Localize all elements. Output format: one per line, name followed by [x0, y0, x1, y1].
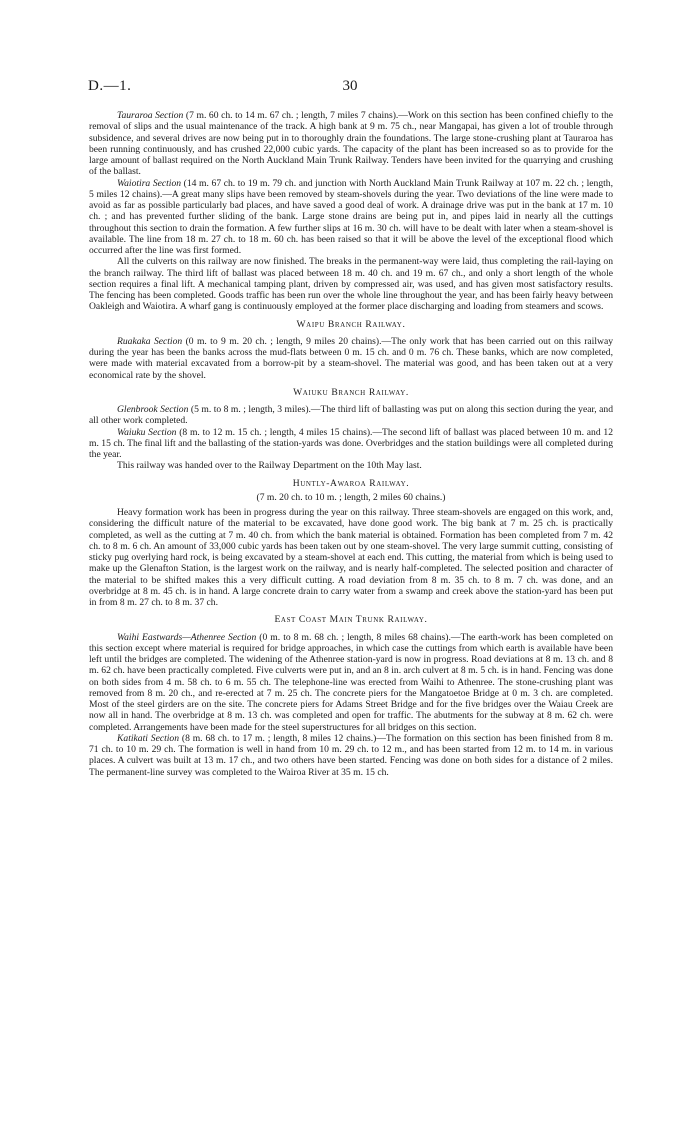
heading-waipu-branch: Waipu Branch Railway.: [296, 318, 406, 330]
section-title: Waihi Eastwards—Athenree Section: [117, 631, 257, 643]
section-title: Waiuku Section: [117, 426, 177, 438]
paragraph-text: (5 m. to 8 m. ; length, 3 miles).—The third lift of ballasting was put on along this section during the year, and all other work completed.: [89, 404, 614, 427]
paragraph-text: (14 m. 67 ch. to 19 m. 79 ch. and junction with North Auckland Main Trunk Railway at 107 m. 22 ch. ; length, 5 miles 12 chains).—A great many slips have been removed by steam-shovels during the year. Two deviations of the line were made to avoid as far as possible particularly bad places, and have saved a good deal of work. A drainage drive was put in the bank at 17 m. 10 ch. ; and has prevented further sliding of the bank. Large stone drains are being put in, and pipes laid in nearly all the cuttings throughout this section to drain the formation. A few further slips at 16 m. 30 ch. will have to be dealt with later when a steam-shovel is available. The line from 18 m. 27 ch. to 18 m. 60 ch. has been raised so that it will be above the level of the exceptional flood which occurred after the line was first formed.: [89, 177, 613, 256]
huntly-subheading: (7 m. 20 ch. to 10 m. ; length, 2 miles 60 chains.): [256, 491, 446, 503]
paragraph-waiuku-section: [89, 427, 613, 461]
paragraph-text: (0 m. to 8 m. 68 ch. ; length, 8 miles 68 chains).—The earth-work has been completed on this section except where material is required for bridge approaches, in which case the cuttings from which earth is available have been left until the bridges are completed. The widening of the Athenree station-yard is now in progress. Road deviations at 8 m. 13 ch. and 8 m. 62 ch. have been practically completed. Five culverts were put in, and an 8 in. arch culvert at 8 m. 5 ch. is in hand. Fencing was done on both sides from 4 m. 58 ch. to 6 m. 55 ch. The telephone-line was erected from Waihi to Athenree. The stone-crushing plant was removed from 8 m. 20 ch., and re-erected at 7 m. 25 ch. The concrete piers for the Mangatoetoe Bridge at 0 m. 3 ch. are completed. Most of the steel girders are on the site. The concrete piers for Adams Street Bridge and for the five bridges over the Waiau Creek are now all in hand. The overbridge at 8 m. 13 ch. was completed and open for traffic. The abutments for the subway at 8 m. 62 ch. were completed. Arrangements have been made for the steel superstructures for all bridges on this section.: [89, 631, 614, 733]
paragraph-katikati-section: [89, 733, 613, 778]
heading-east-coast: East Coast Main Trunk Railway.: [274, 614, 428, 626]
page-number: 30: [342, 78, 358, 94]
paragraph-huntly-works: Heavy formation work has been in progress during the year on this railway. Three steam-shovels are engaged on this work, and, considering the difficult nature of the material to be excavated, have done good work. The big bank at 7 m. 25 ch. is practically completed, as well as the cutting at 7 m. 40 ch. from which the bank material is obtained. Formation has been completed from 7 m. 42 ch. to 8 m. 6 ch. An amount of 33,000 cubic yards has been taken out by one steam-shovel. The very large summit cutting, consisting of sticky pug overlying hard rock, is being excavated by a steam-shovel at each end. This cutting, the material from which is being used to make up the Glenafton Station, is the largest work on the railway, and is nearly half-completed. The selected position and character of the material to be shifted makes this a very difficult cutting. A road deviation from 8 m. 35 ch. to 8 m. 7 ch. was done, and an overbridge at 8 m. 45 ch. is in hand. A large concrete drain to carry water from a swamp and creek above the station-yard has been put in from 8 m. 27 ch. to 8 m. 37 ch.: [89, 507, 613, 608]
heading-huntly-awaroa: Huntly-Awaroa Railway.: [292, 477, 410, 489]
paragraph-text: (7 m. 60 ch. to 14 m. 67 ch. ; length, 7 miles 7 chains).—Work on this section has been confined chiefly to the removal of slips and the usual maintenance of the track. A high bank at 9 m. 75 ch., near Mangapai, has given a lot of trouble through subsidence, and several drives are now being put in to thoroughly drain the foundations. The large stone-crushing plant at Tauraroa has been running continuously, and has crushed 22,000 cubic yards. The capacity of the plant has been increased so as to provide for the large amount of ballast required on the North Auckland Main Trunk Railway. Tenders have been invited for the quarrying and crushing of the ballast.: [89, 110, 613, 178]
page-header: [88, 78, 612, 98]
section-title: Glenbrook Section: [117, 404, 189, 415]
document-body: [89, 110, 613, 778]
paragraph-ruakaka-section: [89, 336, 613, 381]
paragraph-waihi-athenree: [89, 632, 613, 733]
paragraph-text: (8 m. to 12 m. 15 ch. ; length, 4 miles 15 chains).—The second lift of ballast was placed between 10 m. and 12 m. 15 ch. The final lift and the ballasting of the station-yards was done. Overbridges and the station buildings were all completed during the year.: [89, 426, 613, 460]
section-title: Waiotira Section: [117, 177, 182, 189]
paragraph-handed-over: This railway was handed over to the Railway Department on the 10th May last.: [117, 460, 422, 472]
document-reference: D.—1.: [88, 78, 132, 94]
paragraph-text: (8 m. 68 ch. to 17 m. ; length, 8 miles 12 chains.)—The formation on this section has been finished from 8 m. 71 ch. to 10 m. 29 ch. The formation is well in hand from 10 m. 29 ch. to 12 m., and has been started from 12 m. to 14 m. in various places. A culvert was built at 13 m. 17 ch., and two others have been started. Fencing was done on both sides for a distance of 2 miles. The permanent-line survey was completed to the Wairoa River at 35 m. 15 ch.: [89, 732, 613, 778]
section-title: Katikati Section: [117, 732, 180, 744]
section-title: Tauraroa Section: [117, 110, 184, 121]
heading-waiuku-branch: Waiuku Branch Railway.: [293, 386, 409, 398]
paragraph-waiotira-section: [89, 178, 613, 257]
paragraph-culverts: All the culverts on this railway are now finished. The breaks in the permanent-way were laid, thus completing the rail-laying on the branch railway. The third lift of ballast was placed between 18 m. 40 ch. and 19 m. 67 ch., and only a short length of the whole section requires a final lift. A mechanical tamping plant, driven by compressed air, was used, and has given most satisfactory results. The fencing has been completed. Goods traffic has been run over the whole line throughout the year, and has been fairly heavy between Oakleigh and Waiotira. A wharf gang is continuously employed at the former place discharging and loading from steamers and scows.: [89, 256, 613, 313]
paragraph-glenbrook-section: [89, 404, 613, 427]
paragraph-tauraroa-section: [89, 110, 613, 178]
section-title: Ruakaka Section: [117, 335, 183, 347]
paragraph-text: (0 m. to 9 m. 20 ch. ; length, 9 miles 20 chains).—The only work that has been carried out on this railway during the year has been the banks across the mud-flats between 0 m. 15 ch. and 0 m. 76 ch. These banks, which are now completed, were made with material excavated from a borrow-pit by a steam-shovel. The material was good, and has been taken out at a very economical rate by the shovel.: [89, 335, 613, 381]
